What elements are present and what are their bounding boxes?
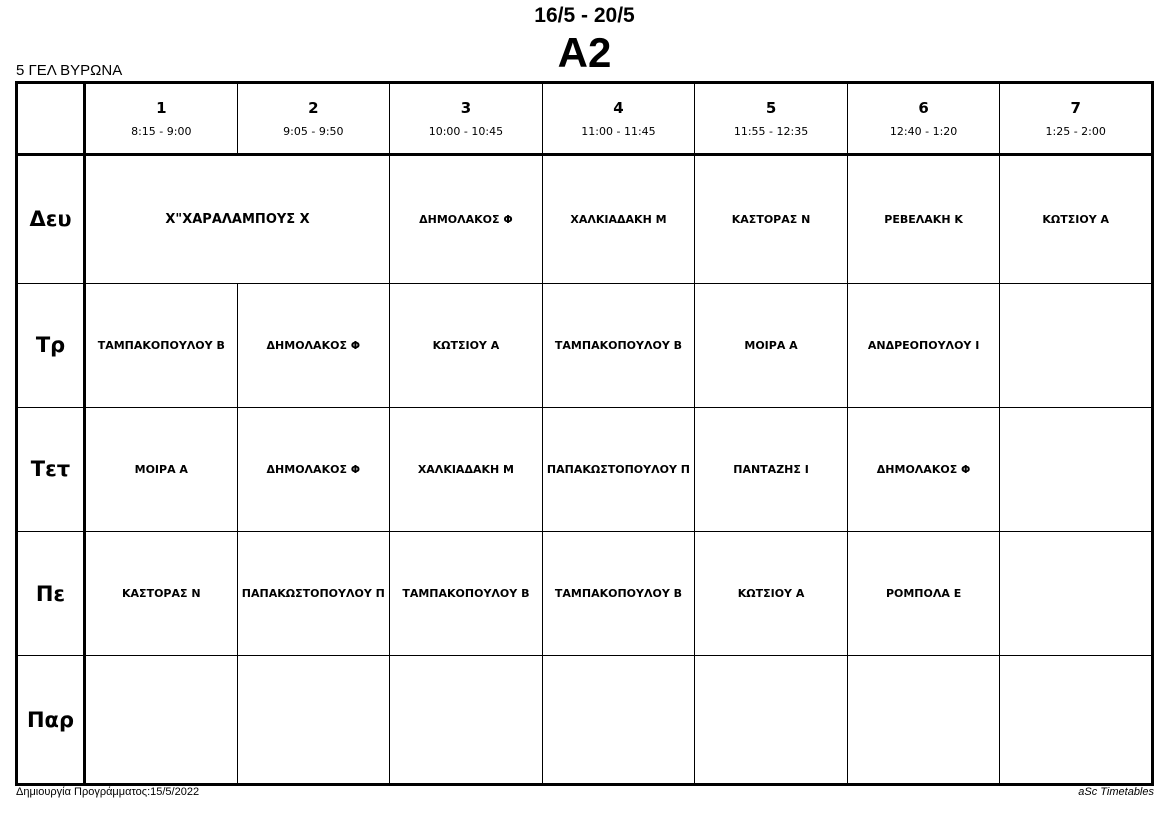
lesson-cell	[1000, 532, 1153, 656]
lesson-cell: ΜΟΙΡΑ Α	[85, 407, 238, 531]
generator-credit: aSc Timetables	[1078, 786, 1154, 798]
lesson-cell	[237, 656, 390, 785]
lesson-cell: ΜΟΙΡΑ Α	[695, 283, 848, 407]
corner-cell	[17, 83, 85, 155]
lesson-cell: ΚΩΤΣΙΟΥ Α	[1000, 155, 1153, 284]
period-time: 10:00 - 10:45	[428, 125, 504, 138]
day-row-thursday	[17, 532, 1153, 656]
period-time: 12:40 - 1:20	[889, 125, 958, 138]
timetable	[15, 81, 1154, 786]
period-header	[847, 83, 1000, 155]
lesson-cell: ΧΑΛΚΙΑΔΑΚΗ Μ	[390, 407, 543, 531]
period-number: 6	[918, 99, 929, 117]
period-time: 11:55 - 12:35	[733, 125, 809, 138]
lesson-cell: ΠΑΠΑΚΩΣΤΟΠΟΥΛΟΥ Π	[237, 532, 390, 656]
lesson-cell: ΔΗΜΟΛΑΚΟΣ Φ	[237, 407, 390, 531]
period-number: 7	[1070, 99, 1081, 117]
day-label: Τρ	[17, 283, 85, 407]
period-time: 11:00 - 11:45	[581, 125, 656, 138]
day-label: Τετ	[17, 407, 85, 531]
lesson-cell: ΠΑΠΑΚΩΣΤΟΠΟΥΛΟΥ Π	[542, 407, 695, 531]
lesson-cell: ΤΑΜΠΑΚΟΠΟΥΛΟΥ Β	[390, 532, 543, 656]
date-range: 16/5 - 20/5	[534, 4, 635, 27]
day-label: Πε	[17, 532, 85, 656]
period-number: 3	[460, 99, 472, 117]
lesson-cell: ΤΑΜΠΑΚΟΠΟΥΛΟΥ Β	[542, 283, 695, 407]
period-header	[1000, 83, 1153, 155]
lesson-cell: ΧΑΛΚΙΑΔΑΚΗ Μ	[542, 155, 695, 284]
period-header-row	[17, 83, 1153, 155]
day-row-tuesday	[17, 283, 1153, 407]
lesson-cell: ΔΗΜΟΛΑΚΟΣ Φ	[390, 155, 543, 284]
lesson-cell	[1000, 407, 1153, 531]
day-label: Παρ	[17, 656, 85, 785]
day-row-monday	[17, 155, 1153, 284]
period-header	[390, 83, 543, 155]
lesson-cell: ΔΗΜΟΛΑΚΟΣ Φ	[237, 283, 390, 407]
class-name: Α2	[557, 29, 612, 76]
lesson-cell	[542, 656, 695, 785]
lesson-cell: ΤΑΜΠΑΚΟΠΟΥΛΟΥ Β	[542, 532, 695, 656]
lesson-cell	[695, 656, 848, 785]
period-header	[237, 83, 390, 155]
lesson-cell	[1000, 656, 1153, 785]
lesson-cell: Χ"ΧΑΡΑΛΑΜΠΟΥΣ Χ	[85, 155, 390, 284]
period-header	[542, 83, 695, 155]
lesson-cell: ΚΑΣΤΟΡΑΣ Ν	[85, 532, 238, 656]
creation-date: Δημιουργία Προγράμματος:15/5/2022	[16, 786, 200, 798]
school-name: 5 ΓΕΛ ΒΥΡΩΝΑ	[16, 62, 123, 79]
day-label: Δευ	[17, 155, 85, 284]
day-row-friday	[17, 656, 1153, 785]
lesson-cell: ΔΗΜΟΛΑΚΟΣ Φ	[847, 407, 1000, 531]
period-time: 9:05 - 9:50	[283, 125, 344, 138]
day-row-wednesday	[17, 407, 1153, 531]
lesson-cell: ΚΩΤΣΙΟΥ Α	[695, 532, 848, 656]
lesson-cell	[85, 656, 238, 785]
lesson-cell: ΚΑΣΤΟΡΑΣ Ν	[695, 155, 848, 284]
period-number: 1	[156, 99, 167, 117]
period-number: 2	[308, 99, 319, 117]
lesson-cell: ΑΝΔΡΕΟΠΟΥΛΟΥ Ι	[847, 283, 1000, 407]
period-header	[85, 83, 238, 155]
lesson-cell	[1000, 283, 1153, 407]
period-time: 8:15 - 9:00	[131, 125, 192, 138]
period-header	[695, 83, 848, 155]
lesson-cell: ΡΕΒΕΛΑΚΗ Κ	[847, 155, 1000, 284]
lesson-cell	[847, 656, 1000, 785]
lesson-cell: ΤΑΜΠΑΚΟΠΟΥΛΟΥ Β	[85, 283, 238, 407]
period-number: 5	[765, 99, 777, 117]
lesson-cell: ΠΑΝΤΑΖΗΣ Ι	[695, 407, 848, 531]
lesson-cell	[390, 656, 543, 785]
lesson-cell: ΚΩΤΣΙΟΥ Α	[390, 283, 543, 407]
period-time: 1:25 - 2:00	[1045, 125, 1106, 138]
period-number: 4	[613, 99, 624, 117]
lesson-cell: ΡΟΜΠΟΛΑ Ε	[847, 532, 1000, 656]
